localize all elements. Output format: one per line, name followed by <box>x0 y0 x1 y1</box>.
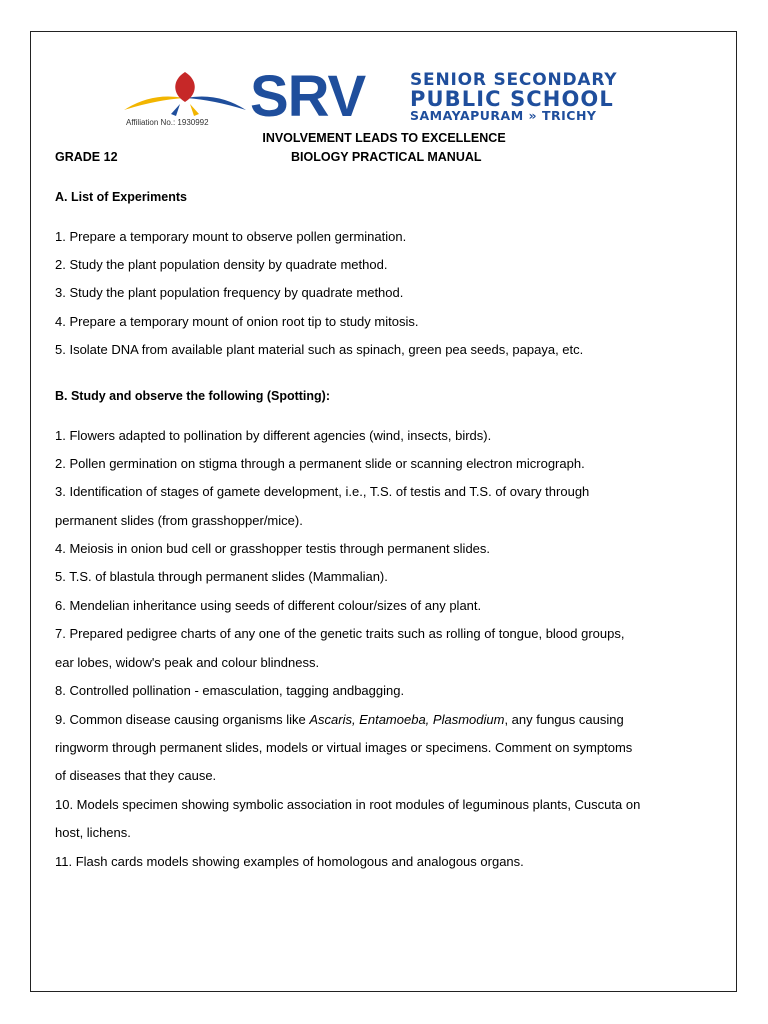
spotting-line: 1. Flowers adapted to pollination by different agencies (wind, insects, birds). <box>55 428 492 443</box>
spotting-line: 7. Prepared pedigree charts of any one of the genetic traits such as rolling of tongue, blood groups, <box>55 626 625 641</box>
spotting-line: ear lobes, widow's peak and colour blindness. <box>55 655 320 670</box>
spotting-line: of diseases that they cause. <box>55 768 217 783</box>
school-name-block <box>410 72 617 123</box>
spotting-line: ringworm through permanent slides, models or virtual images or specimens. Comment on symptoms <box>55 740 633 755</box>
experiment-item: 4. Prepare a temporary mount of onion root tip to study mitosis. <box>55 314 419 329</box>
school-name-line1: SENIOR SECONDARY <box>410 70 618 90</box>
experiment-item: 2. Study the plant population density by quadrate method. <box>55 257 388 272</box>
school-location <box>410 110 617 123</box>
experiment-item: 1. Prepare a temporary mount to observe pollen germination. <box>55 229 407 244</box>
page-border <box>30 31 737 992</box>
spotting-line: 6. Mendelian inheritance using seeds of different colour/sizes of any plant. <box>55 598 482 613</box>
experiment-item: 3. Study the plant population frequency by quadrate method. <box>55 285 404 300</box>
affiliation-number: Affiliation No.: 1930992 <box>126 118 209 127</box>
section-b-heading: B. Study and observe the following (Spotting): <box>55 389 330 403</box>
school-tagline: INVOLVEMENT LEADS TO EXCELLENCE <box>262 131 506 145</box>
spotting-line: 5. T.S. of blastula through permanent slides (Mammalian). <box>55 569 388 584</box>
spotting-line: 3. Identification of stages of gamete development, i.e., T.S. of testis and T.S. of ovary through <box>55 484 590 499</box>
grade-label: GRADE 12 <box>55 150 118 164</box>
location-district: TRICHY <box>541 108 597 123</box>
spotting-line: host, lichens. <box>55 825 131 840</box>
school-logo <box>122 64 632 132</box>
item9-suffix: , any fungus causing <box>504 712 624 727</box>
manual-title: BIOLOGY PRACTICAL MANUAL <box>291 150 482 164</box>
spotting-line-organisms <box>55 712 624 727</box>
organism-names: Ascaris, Entamoeba, Plasmodium <box>309 712 505 727</box>
spotting-line: 4. Meiosis in onion bud cell or grasshopper testis through permanent slides. <box>55 541 491 556</box>
location-separator: » <box>528 108 538 123</box>
section-a-heading: A. List of Experiments <box>55 190 187 204</box>
spotting-line: 11. Flash cards models showing examples of homologous and analogous organs. <box>55 854 524 869</box>
spotting-line: 10. Models specimen showing symbolic association in root modules of leguminous plants, Cuscuta on <box>55 797 641 812</box>
item9-prefix: 9. Common disease causing organisms like <box>55 712 310 727</box>
spotting-line: permanent slides (from grasshopper/mice). <box>55 513 303 528</box>
spotting-line: 8. Controlled pollination - emasculation, tagging andbagging. <box>55 683 405 698</box>
school-name-line2: PUBLIC SCHOOL <box>410 87 614 111</box>
experiment-item: 5. Isolate DNA from available plant material such as spinach, green pea seeds, papaya, etc. <box>55 342 584 357</box>
location-city: SAMAYAPURAM <box>410 108 524 123</box>
school-initials: SRV <box>250 64 366 129</box>
spotting-line: 2. Pollen germination on stigma through a permanent slide or scanning electron micrograph. <box>55 456 585 471</box>
